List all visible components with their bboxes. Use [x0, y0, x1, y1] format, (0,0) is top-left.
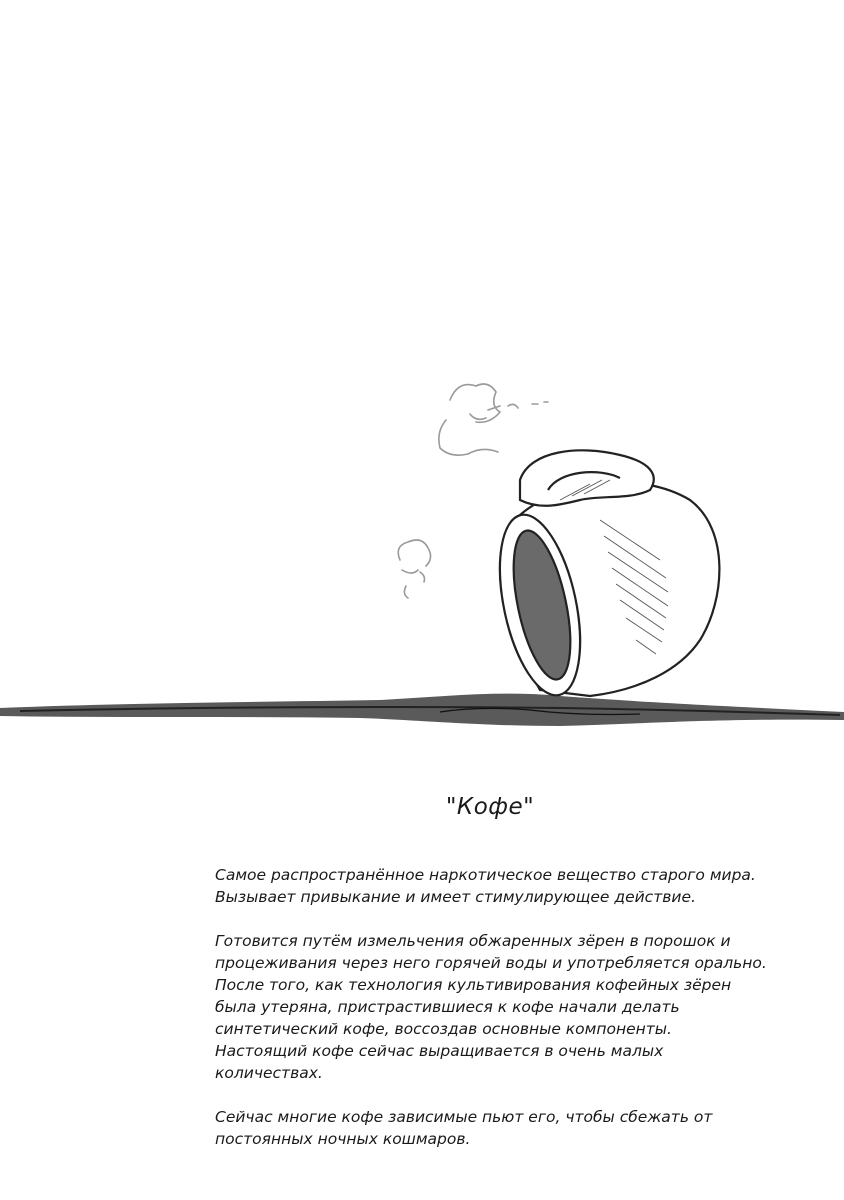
text-line: Сейчас многие кофе зависимые пьют его, чтобы сбежать от [215, 1108, 713, 1126]
text-line: Готовится путём измельчения обжаренных зёрен в порошок и [215, 932, 731, 950]
text-line: Настоящий кофе сейчас выращивается в очень малых [215, 1042, 664, 1060]
text-line: Самое распространённое наркотическое вещество старого мира. [215, 866, 756, 884]
text-line: После того, как технология культивирования кофейных зёрен [215, 976, 732, 994]
paragraph-2 [215, 930, 825, 1084]
text-line: синтетический кофе, воссоздав основные компоненты. [215, 1020, 672, 1038]
text-line: процеживания через него горячей воды и употребляется орально. [215, 954, 767, 972]
text-line: постоянных ночных кошмаров. [215, 1130, 471, 1148]
paragraph-3 [215, 1106, 825, 1150]
description-text [215, 864, 825, 1172]
paragraph-1 [215, 864, 825, 908]
text-line: Вызывает привыкание и имеет стимулирующее действие. [215, 888, 696, 906]
cup-body [486, 450, 720, 702]
spilled-coffee-cup-illustration [0, 360, 844, 740]
coffee-puddle [0, 694, 844, 726]
text-line: количествах. [215, 1064, 323, 1082]
page-title: "Кофе" [445, 794, 535, 820]
text-line: была утеряна, пристрастившиеся к кофе начали делать [215, 998, 680, 1016]
